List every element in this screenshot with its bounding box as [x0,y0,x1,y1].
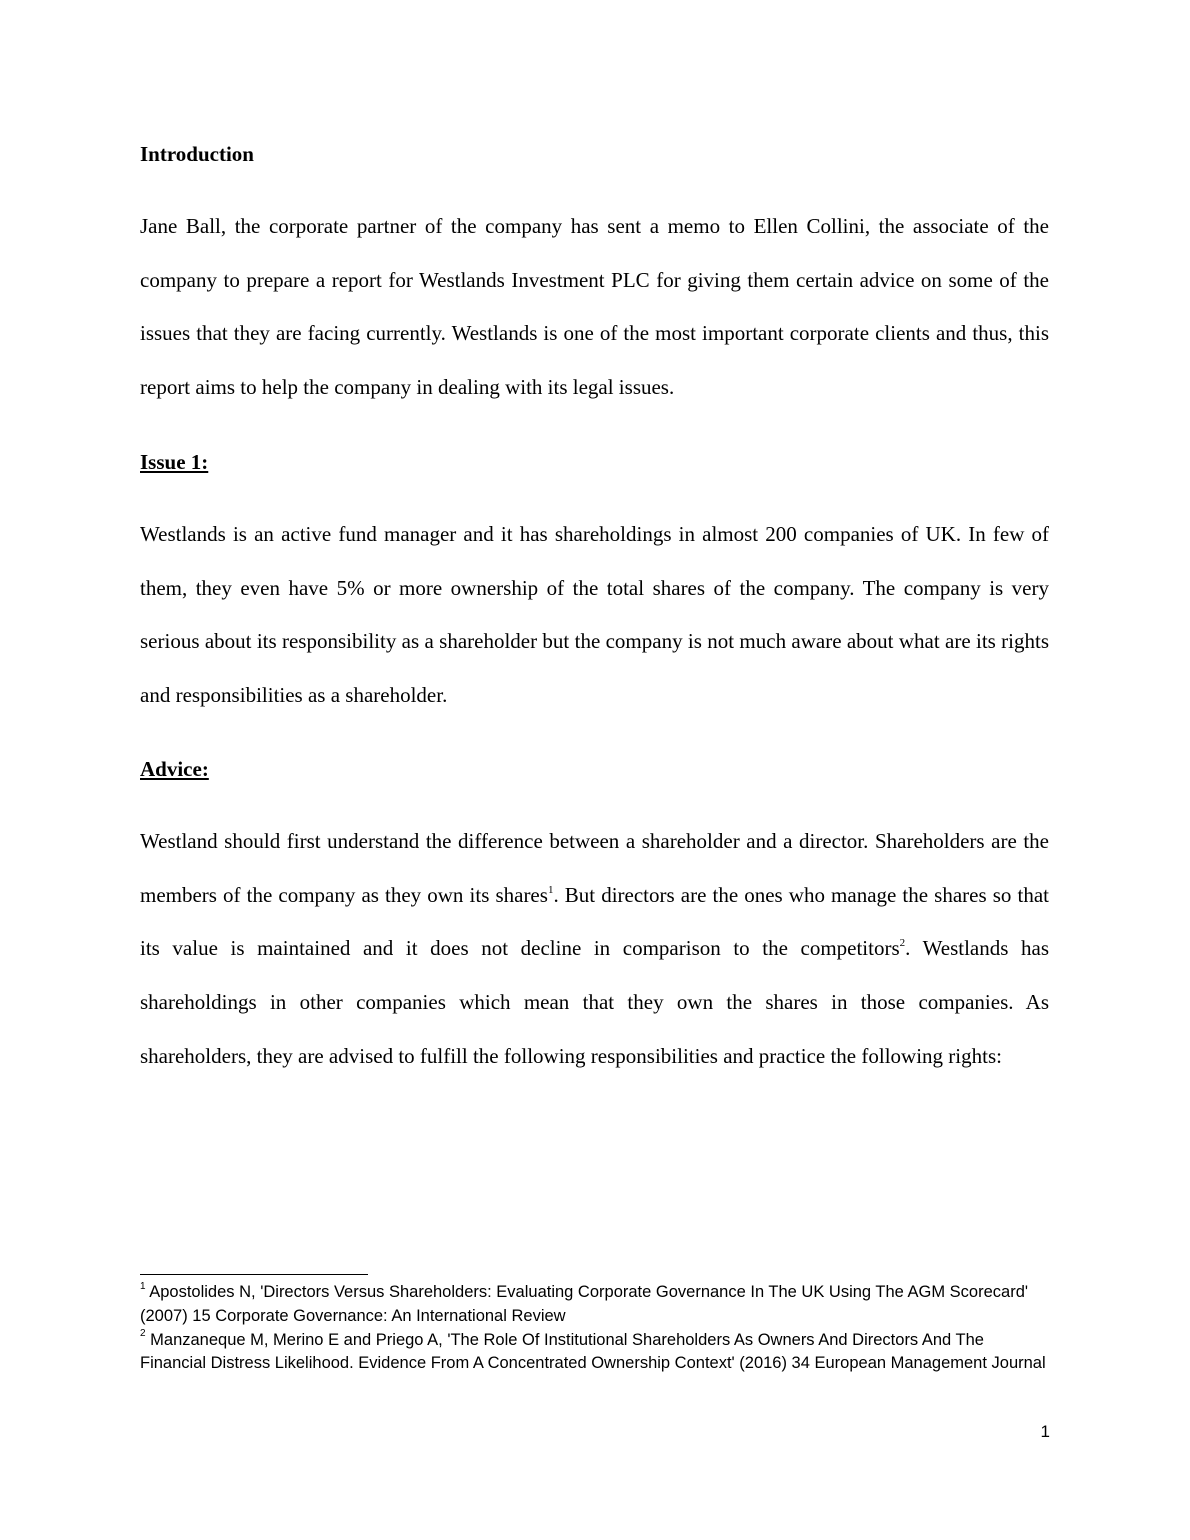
issue-1-paragraph: Westlands is an active fund manager and it has shareholdings in almost 200 companies of UK. In few of them, they even have 5% or more ownership of the total shares of the company. The company is very serious about its responsibility as a shareholder but the company is not much aware about what are its rights and responsibilities as a shareholder. [140,522,1049,708]
footnote-ref-1[interactable]: 1 [547,883,554,896]
footnote-2-text: Manzaneque M, Merino E and Priego A, 'The Role Of Institutional Shareholders As Owners And Directors And The Financial Distress Likelihood. Evidence From A Concentrated Ownership Context' (2016) 34 European Management Journal [140,1330,1046,1373]
page-number: 1 [1040,1422,1050,1441]
advice-heading-text: Advice: [140,757,209,781]
footnote-1 [140,1281,1052,1329]
issue-1-heading-text: Issue 1: [140,450,209,474]
introduction-heading-text: Introduction [140,142,254,166]
footnote-1-number: 1 [140,1280,146,1292]
introduction-paragraph: Jane Ball, the corporate partner of the company has sent a memo to Ellen Collini, the associate of the company to prepare a report for Westlands Investment PLC for giving them certain advice on some of the issues that they are facing currently. Westlands is one of the most important corporate clients and thus, this report aims to help the company in dealing with its legal issues. [140,214,1049,400]
footnote-separator [140,1274,368,1275]
footnote-2-number: 2 [140,1328,146,1340]
issue-1-heading [140,449,208,475]
introduction-heading [140,141,254,167]
footnote-2 [140,1329,1052,1377]
advice-text-part-3: . Westlands has shareholdings in other companies which mean that they own the shares in those companies. As shareholders, they are advised to fulfill the following responsibilities and practice the following rights: [140,936,1049,1068]
advice-paragraph [140,815,1049,1084]
advice-heading [140,756,209,782]
footnote-ref-2[interactable]: 2 [899,937,906,950]
advice-text-part-1: Westland should first understand the difference between a shareholder and a director. Shareholders are the members of the company as they own its shares [140,829,1049,907]
footnote-1-text: Apostolides N, 'Directors Versus Shareholders: Evaluating Corporate Governance In The UK Using The AGM Scorecard' (2007) 15 Corporate Governance: An International Review [140,1283,1029,1325]
advice-text-part-2: . But directors are the ones who manage the shares so that its value is maintained and it does not decline in comparison to the competitors [140,882,1049,961]
footnotes-section [140,1281,1052,1376]
